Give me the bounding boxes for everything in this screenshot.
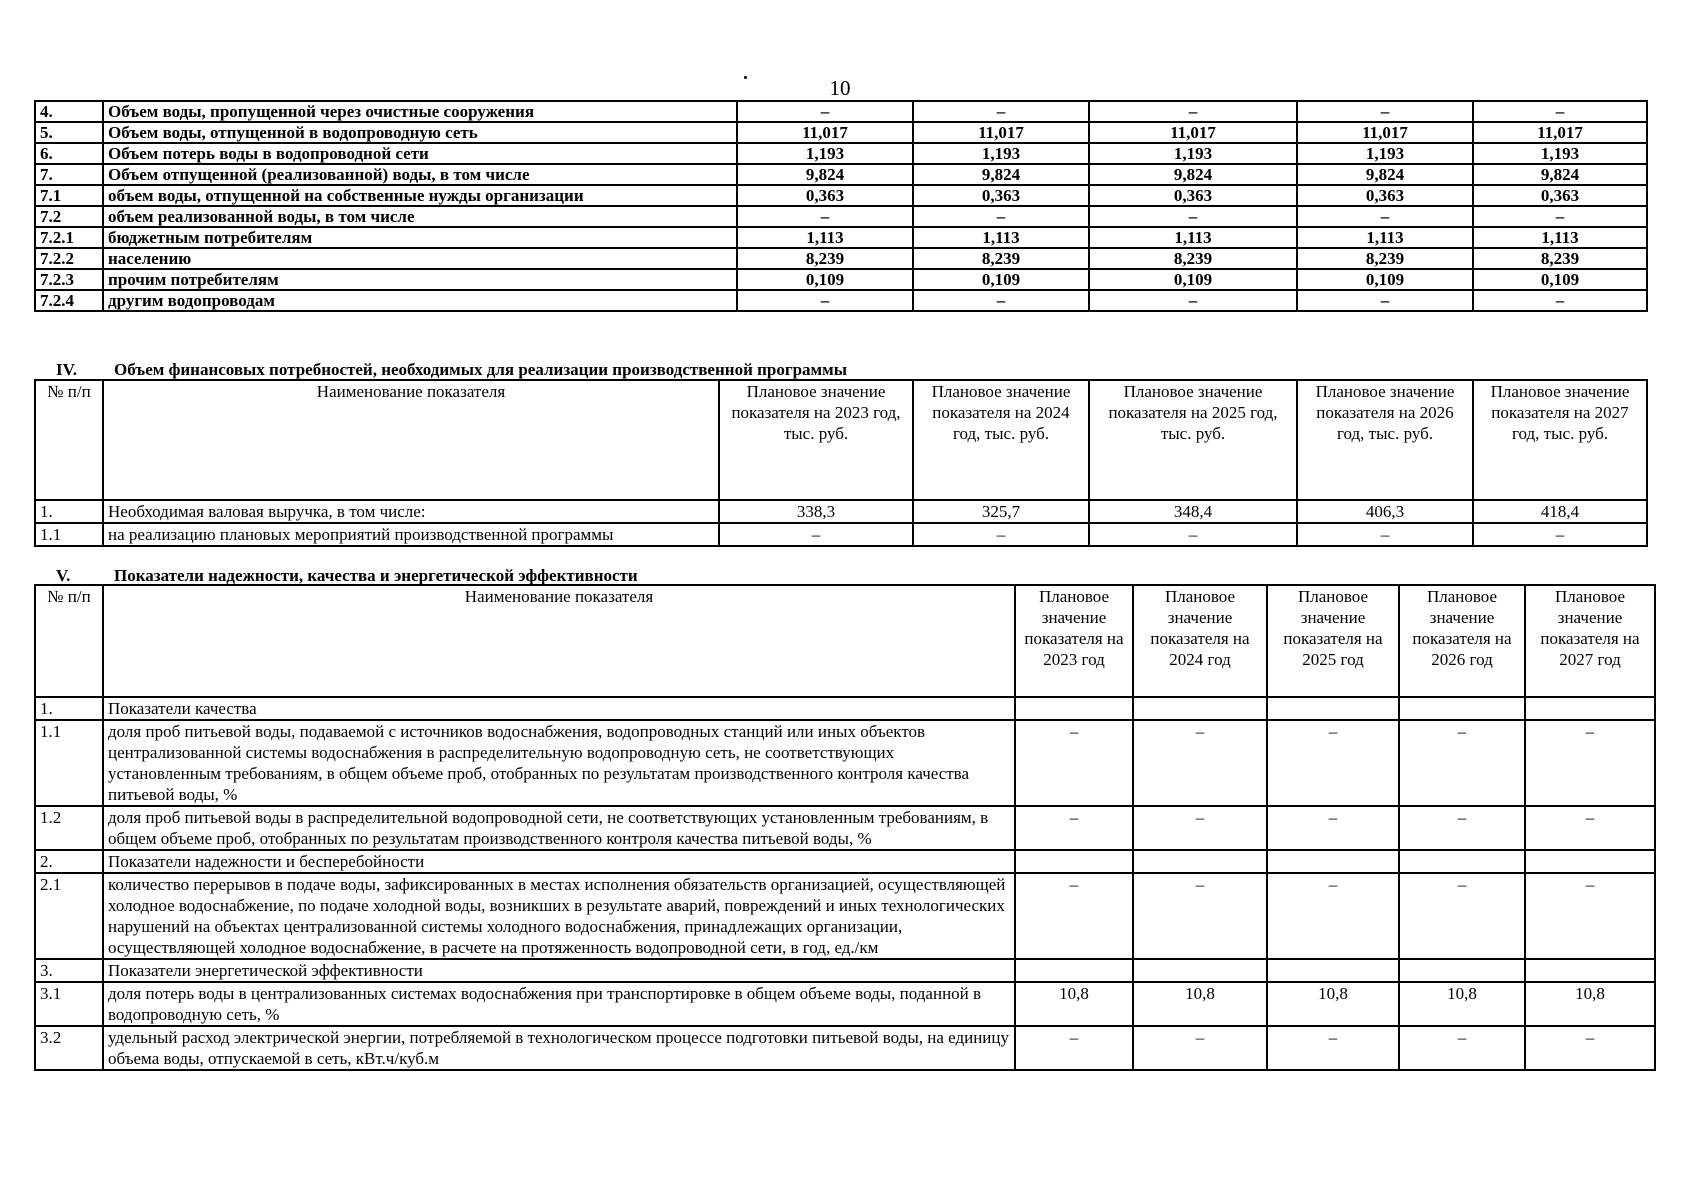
row-indicator-name: доля проб питьевой воды в распределительной водопроводной сети, не соответствующих установленным требованиям, в общем объеме проб, отобранных по результатам производственного контроля качества питьевой воды, % [103, 806, 1015, 850]
row-indicator-name: прочим потребителям [103, 269, 737, 290]
row-indicator-name: Объем потерь воды в водопроводной сети [103, 143, 737, 164]
row-value-2027: – [1473, 523, 1647, 546]
row-value-2025 [1267, 850, 1399, 873]
row-value-2023: 0,109 [737, 269, 913, 290]
row-value-2025: 1,193 [1089, 143, 1297, 164]
row-value-2023: 8,239 [737, 248, 913, 269]
row-value-2027: – [1473, 290, 1647, 311]
row-number: 3. [35, 959, 103, 982]
row-value-2024: 325,7 [913, 500, 1089, 523]
row-indicator-name: на реализацию плановых мероприятий производственной программы [103, 523, 719, 546]
row-value-2025: – [1089, 523, 1297, 546]
water-volume-table [34, 100, 1648, 312]
header-col-2024: Плановое значение показателя на 2024 год [1133, 585, 1267, 697]
row-indicator-name: населению [103, 248, 737, 269]
section-4-title [34, 360, 847, 380]
row-value-2026 [1399, 959, 1525, 982]
row-value-2023: 0,363 [737, 185, 913, 206]
table-row [35, 122, 1647, 143]
table-row [35, 185, 1647, 206]
header-col-2025: Плановое значение показателя на 2025 год, тыс. руб. [1089, 380, 1297, 500]
row-value-2023: 1,113 [737, 227, 913, 248]
row-number: 3.2 [35, 1026, 103, 1070]
row-value-2024: – [913, 290, 1089, 311]
row-value-2024: – [1133, 1026, 1267, 1070]
row-value-2024: 1,193 [913, 143, 1089, 164]
header-col-2023: Плановое значение показателя на 2023 год [1015, 585, 1133, 697]
row-value-2026: 0,109 [1297, 269, 1473, 290]
row-value-2024: – [1133, 806, 1267, 850]
row-value-2027: 11,017 [1473, 122, 1647, 143]
row-indicator-name: объем воды, отпущенной на собственные нужды организации [103, 185, 737, 206]
row-indicator-name: объем реализованной воды, в том числе [103, 206, 737, 227]
header-col-2026: Плановое значение показателя на 2026 год [1399, 585, 1525, 697]
row-value-2026: 10,8 [1399, 982, 1525, 1026]
header-num: № п/п [35, 380, 103, 500]
table-row [35, 873, 1655, 959]
table-row [35, 982, 1655, 1026]
row-value-2025: – [1089, 290, 1297, 311]
row-indicator-name: Показатели качества [103, 697, 1015, 720]
row-value-2026 [1399, 850, 1525, 873]
row-value-2027: 10,8 [1525, 982, 1655, 1026]
section-4-roman: IV. [56, 360, 77, 379]
row-value-2027: 1,113 [1473, 227, 1647, 248]
row-number: 5. [35, 122, 103, 143]
row-number: 7.2.1 [35, 227, 103, 248]
row-number: 7. [35, 164, 103, 185]
table-row [35, 227, 1647, 248]
header-col-2027: Плановое значение показателя на 2027 год, тыс. руб. [1473, 380, 1647, 500]
table-row [35, 101, 1647, 122]
row-number: 1.2 [35, 806, 103, 850]
reliability-quality-table [34, 584, 1656, 1071]
row-value-2025: – [1089, 206, 1297, 227]
scan-dot [744, 76, 747, 79]
row-indicator-name: доля потерь воды в централизованных системах водоснабжения при транспортировке в общем объеме воды, поданной в водопроводную сеть, % [103, 982, 1015, 1026]
row-value-2024: 0,109 [913, 269, 1089, 290]
table-row [35, 697, 1655, 720]
header-col-2025: Плановое значение показателя на 2025 год [1267, 585, 1399, 697]
row-value-2024: 1,113 [913, 227, 1089, 248]
row-value-2027: – [1525, 1026, 1655, 1070]
row-value-2026: – [1297, 101, 1473, 122]
row-value-2025: 0,363 [1089, 185, 1297, 206]
row-value-2025 [1267, 697, 1399, 720]
row-indicator-name: Объем воды, пропущенной через очистные сооружения [103, 101, 737, 122]
row-indicator-name: количество перерывов в подаче воды, зафиксированных в местах исполнения обязательств организацией, осуществляющей холодное водоснабжение, по подаче холодной воды, возникших в результате аварий, повреждений и иных технологических нарушений на объектах централизованной системы холодного водоснабжения, принадлежащих организации, осуществляющей холодное водоснабжение, в расчете на протяженность водопроводной сети, в год, ед./км [103, 873, 1015, 959]
row-value-2025: 11,017 [1089, 122, 1297, 143]
row-value-2025: – [1267, 1026, 1399, 1070]
row-value-2024: – [913, 206, 1089, 227]
row-value-2026: – [1399, 720, 1525, 806]
row-value-2027: – [1473, 206, 1647, 227]
row-value-2027: 418,4 [1473, 500, 1647, 523]
row-value-2025: – [1267, 720, 1399, 806]
row-number: 7.2.4 [35, 290, 103, 311]
row-value-2026: – [1297, 206, 1473, 227]
table-row [35, 164, 1647, 185]
page-number: 10 [829, 76, 851, 100]
row-value-2023: – [737, 101, 913, 122]
row-value-2023: 1,193 [737, 143, 913, 164]
row-indicator-name: удельный расход электрической энергии, потребляемой в технологическом процессе подготовки питьевой воды, на единицу объема воды, отпускаемой в сеть, кВт.ч/куб.м [103, 1026, 1015, 1070]
row-value-2025: 10,8 [1267, 982, 1399, 1026]
section-5-roman: V. [56, 566, 71, 585]
row-value-2024: 0,363 [913, 185, 1089, 206]
row-value-2026: 9,824 [1297, 164, 1473, 185]
row-value-2026: – [1399, 1026, 1525, 1070]
row-value-2025: – [1089, 101, 1297, 122]
row-value-2027 [1525, 959, 1655, 982]
row-value-2023: – [1015, 806, 1133, 850]
row-number: 7.1 [35, 185, 103, 206]
header-col-2024: Плановое значение показателя на 2024 год, тыс. руб. [913, 380, 1089, 500]
table-row [35, 806, 1655, 850]
table-row [35, 500, 1647, 523]
row-value-2026: – [1399, 873, 1525, 959]
row-value-2025: 1,113 [1089, 227, 1297, 248]
row-value-2025 [1267, 959, 1399, 982]
row-value-2024 [1133, 959, 1267, 982]
row-number: 1. [35, 697, 103, 720]
row-value-2027: 0,363 [1473, 185, 1647, 206]
row-indicator-name: Объем отпущенной (реализованной) воды, в том числе [103, 164, 737, 185]
row-value-2024: 11,017 [913, 122, 1089, 143]
row-value-2026: 1,193 [1297, 143, 1473, 164]
row-number: 1.1 [35, 523, 103, 546]
row-value-2027 [1525, 697, 1655, 720]
row-value-2024: – [913, 523, 1089, 546]
row-value-2025: – [1267, 806, 1399, 850]
table-row [35, 959, 1655, 982]
table-row [35, 206, 1647, 227]
row-value-2023: – [1015, 1026, 1133, 1070]
row-value-2026: – [1297, 523, 1473, 546]
table-row [35, 1026, 1655, 1070]
row-number: 7.2 [35, 206, 103, 227]
row-value-2027: – [1525, 806, 1655, 850]
row-value-2026: – [1399, 806, 1525, 850]
row-value-2026: 0,363 [1297, 185, 1473, 206]
row-value-2027: – [1525, 720, 1655, 806]
row-value-2026: 8,239 [1297, 248, 1473, 269]
row-value-2026: 1,113 [1297, 227, 1473, 248]
row-number: 4. [35, 101, 103, 122]
row-value-2023: – [1015, 873, 1133, 959]
header-col-2027: Плановое значение показателя на 2027 год [1525, 585, 1655, 697]
row-value-2027: 9,824 [1473, 164, 1647, 185]
row-value-2026: 11,017 [1297, 122, 1473, 143]
section-4-heading: Объем финансовых потребностей, необходимых для реализации производственной программы [114, 360, 847, 379]
row-value-2023: 11,017 [737, 122, 913, 143]
row-value-2024: 10,8 [1133, 982, 1267, 1026]
table-row [35, 269, 1647, 290]
row-number: 2.1 [35, 873, 103, 959]
row-indicator-name: Показатели надежности и бесперебойности [103, 850, 1015, 873]
section-5-heading: Показатели надежности, качества и энергетической эффективности [114, 566, 638, 585]
table-row [35, 720, 1655, 806]
row-value-2026: – [1297, 290, 1473, 311]
row-value-2027: 0,109 [1473, 269, 1647, 290]
financial-needs-table [34, 379, 1648, 547]
row-number: 2. [35, 850, 103, 873]
row-number: 7.2.3 [35, 269, 103, 290]
row-number: 7.2.2 [35, 248, 103, 269]
row-number: 1.1 [35, 720, 103, 806]
row-value-2023: – [1015, 720, 1133, 806]
row-value-2024: – [1133, 873, 1267, 959]
table-row [35, 248, 1647, 269]
row-number: 6. [35, 143, 103, 164]
row-value-2023 [1015, 850, 1133, 873]
header-col-2023: Плановое значение показателя на 2023 год, тыс. руб. [719, 380, 913, 500]
row-value-2024 [1133, 850, 1267, 873]
row-value-2025: 9,824 [1089, 164, 1297, 185]
row-indicator-name: бюджетным потребителям [103, 227, 737, 248]
row-value-2024: – [913, 101, 1089, 122]
row-indicator-name: Показатели энергетической эффективности [103, 959, 1015, 982]
section-5-title [34, 566, 638, 586]
table-row [35, 290, 1647, 311]
row-value-2023 [1015, 959, 1133, 982]
row-value-2024 [1133, 697, 1267, 720]
row-value-2023 [1015, 697, 1133, 720]
row-number: 1. [35, 500, 103, 523]
header-num: № п/п [35, 585, 103, 697]
row-value-2024: 9,824 [913, 164, 1089, 185]
row-number: 3.1 [35, 982, 103, 1026]
row-value-2027: – [1525, 873, 1655, 959]
table-row [35, 143, 1647, 164]
table-row [35, 523, 1647, 546]
table-row [35, 850, 1655, 873]
header-name: Наименование показателя [103, 380, 719, 500]
row-value-2026 [1399, 697, 1525, 720]
row-value-2023: 9,824 [737, 164, 913, 185]
row-value-2024: 8,239 [913, 248, 1089, 269]
row-value-2023: – [737, 290, 913, 311]
row-value-2027: 1,193 [1473, 143, 1647, 164]
row-value-2025: 0,109 [1089, 269, 1297, 290]
row-value-2023: – [719, 523, 913, 546]
row-value-2027: – [1473, 101, 1647, 122]
header-name: Наименование показателя [103, 585, 1015, 697]
header-col-2026: Плановое значение показателя на 2026 год, тыс. руб. [1297, 380, 1473, 500]
row-value-2027: 8,239 [1473, 248, 1647, 269]
row-value-2025: 348,4 [1089, 500, 1297, 523]
row-value-2023: 10,8 [1015, 982, 1133, 1026]
row-value-2025: 8,239 [1089, 248, 1297, 269]
row-indicator-name: Объем воды, отпущенной в водопроводную сеть [103, 122, 737, 143]
row-value-2025: – [1267, 873, 1399, 959]
row-value-2026: 406,3 [1297, 500, 1473, 523]
row-indicator-name: доля проб питьевой воды, подаваемой с источников водоснабжения, водопроводных станций или иных объектов централизованной системы водоснабжения в распределительную водопроводную сеть, не соответствующих установленным требованиям, в общем объеме проб, отобранных по результатам производственного контроля качества питьевой воды, % [103, 720, 1015, 806]
row-value-2027 [1525, 850, 1655, 873]
row-indicator-name: Необходимая валовая выручка, в том числе: [103, 500, 719, 523]
row-indicator-name: другим водопроводам [103, 290, 737, 311]
row-value-2023: 338,3 [719, 500, 913, 523]
row-value-2023: – [737, 206, 913, 227]
row-value-2024: – [1133, 720, 1267, 806]
